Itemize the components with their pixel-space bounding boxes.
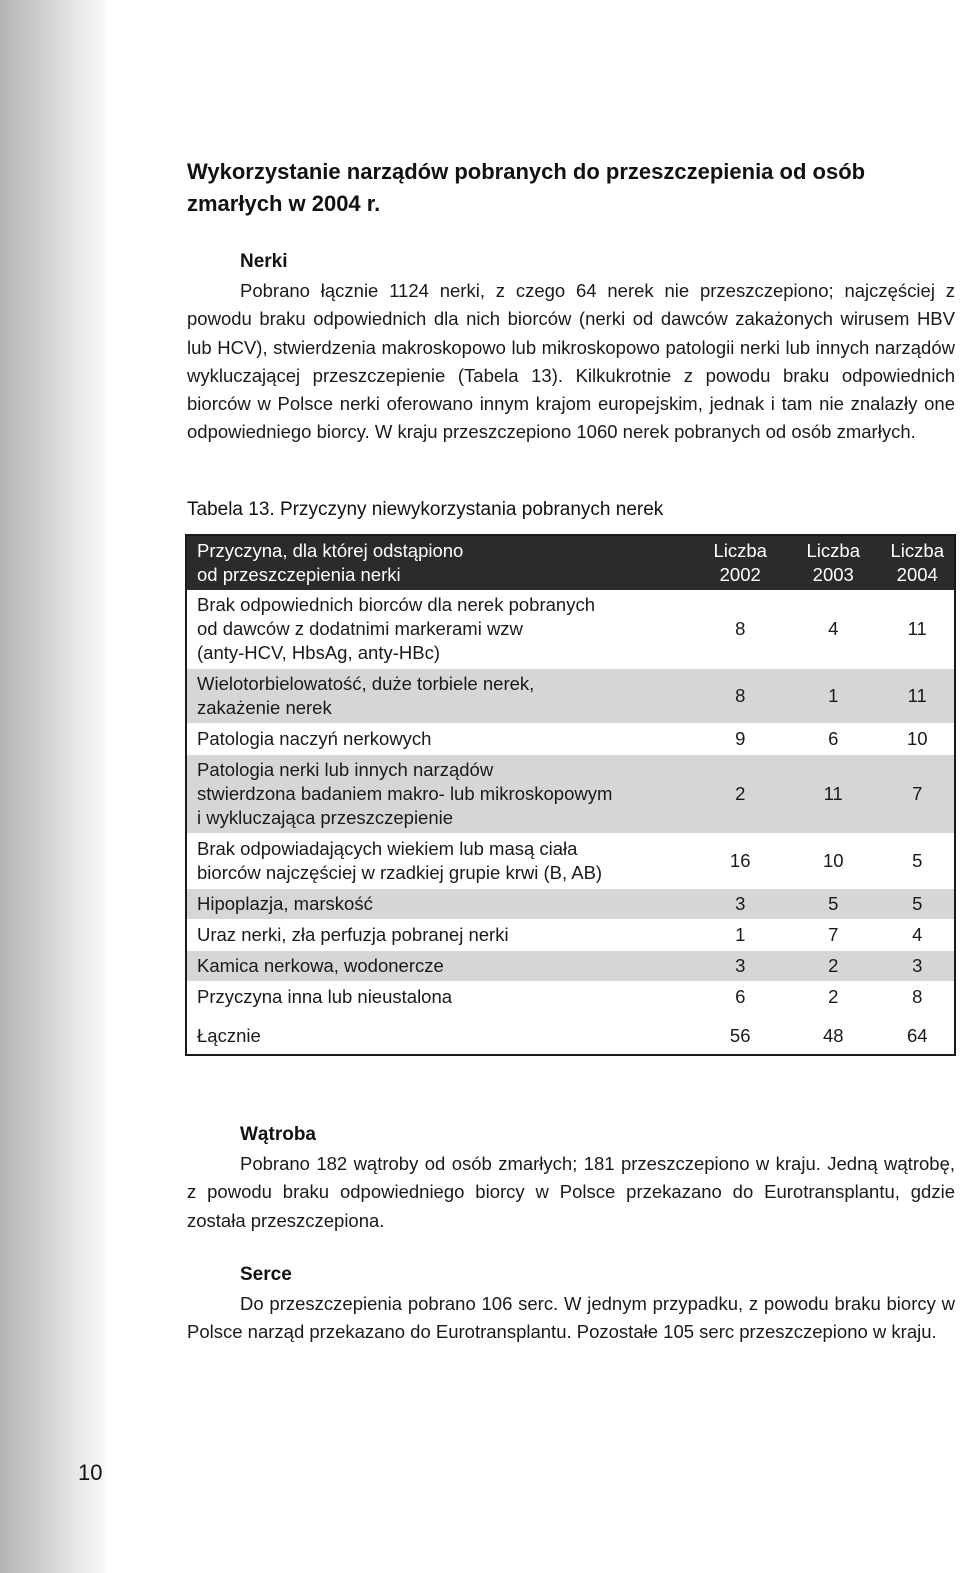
value-2003: 5: [786, 889, 881, 920]
page-title: Wykorzystanie narządów pobranych do przeszczepienia od osób zmarłych w 2004 r.: [187, 159, 866, 216]
value-2004: 10: [881, 724, 956, 755]
page-number: 10: [78, 1460, 103, 1485]
page-margin-band: [0, 0, 105, 1573]
table-row: [186, 590, 955, 669]
value-2004: 11: [881, 590, 956, 669]
value-2004: 8: [881, 982, 956, 1013]
value-2003: 2: [786, 982, 881, 1013]
reason-line: Brak odpowiadających wiekiem lub masą ciała: [197, 838, 578, 859]
value-2004: 5: [881, 834, 956, 889]
reason-line: Wielotorbielowatość, duże torbiele nerek,: [197, 673, 535, 694]
value-2003: 4: [786, 590, 881, 669]
reason-line: Uraz nerki, zła perfuzja pobranej nerki: [197, 924, 509, 945]
table-total-row: [186, 1020, 955, 1056]
reason-line: Brak odpowiednich biorców dla nerek pobranych: [197, 594, 595, 615]
liver-paragraph: Pobrano 182 wątroby od osób zmarłych; 181 przeszczepiono w kraju. Jedną wątrobę, z powodu braku odpowiedniego biorcy w Polsce przekazano do Eurotransplantu, gdzie została przeszczepiona.: [187, 1153, 955, 1231]
reason-cell: [186, 590, 694, 669]
value-2004: 4: [881, 920, 956, 951]
header-2003-year: 2003: [812, 564, 854, 585]
value-2003: 7: [786, 920, 881, 951]
table-spacer: [186, 1013, 955, 1020]
spacer-cell: [186, 1013, 955, 1020]
reason-line: Patologia naczyń nerkowych: [197, 728, 432, 749]
total-2004: 64: [881, 1020, 956, 1056]
value-2004: 7: [881, 755, 956, 834]
value-2003: 2: [786, 951, 881, 982]
reason-cell: [186, 669, 694, 724]
value-2002: 2: [694, 755, 786, 834]
header-reason-line: od przeszczepienia nerki: [197, 564, 401, 585]
value-2002: 3: [694, 951, 786, 982]
table-caption: Tabela 13. Przyczyny niewykorzystania pobranych nerek: [187, 499, 664, 520]
header-2002-year: 2002: [719, 564, 761, 585]
total-2003: 48: [786, 1020, 881, 1056]
value-2002: 3: [694, 889, 786, 920]
header-2002-label: Liczba: [713, 540, 767, 561]
reason-cell: [186, 982, 694, 1013]
reason-line: zakażenie nerek: [197, 697, 332, 718]
reason-line: (anty-HCV, HbsAg, anty-HBc): [197, 642, 440, 663]
reason-cell: [186, 951, 694, 982]
table-row: [186, 724, 955, 755]
table-row: [186, 889, 955, 920]
value-2002: 16: [694, 834, 786, 889]
reason-cell: [186, 755, 694, 834]
reason-line: Przyczyna inna lub nieustalona: [197, 986, 453, 1007]
heart-paragraph: Do przeszczepienia pobrano 106 serc. W jednym przypadku, z powodu braku biorcy w Polsce narząd przekazano do Eurotransplantu. Pozostałe 105 serc przeszczepiono w kraju.: [187, 1293, 955, 1343]
reason-cell: [186, 920, 694, 951]
table-row: [186, 669, 955, 724]
section-heading-kidneys: Nerki: [240, 251, 288, 272]
reason-cell: [186, 889, 694, 920]
table-row: [186, 834, 955, 889]
value-2003: 6: [786, 724, 881, 755]
value-2004: 5: [881, 889, 956, 920]
value-2002: 9: [694, 724, 786, 755]
reason-line: Patologia nerki lub innych narządów: [197, 759, 494, 780]
header-reason-line: Przyczyna, dla której odstąpiono: [197, 540, 464, 561]
header-2004: [881, 535, 956, 590]
reason-cell: [186, 724, 694, 755]
reason-line: od dawców z dodatnimi markerami wzw: [197, 618, 523, 639]
total-2002: 56: [694, 1020, 786, 1056]
value-2003: 10: [786, 834, 881, 889]
kidneys-paragraph: Pobrano łącznie 1124 nerki, z czego 64 nerek nie przeszczepiono; najczęściej z powodu braku odpowiednich dla nich biorców (nerki od dawców zakażonych wirusem HBV lub HCV), stwierdzenia makroskopowo lub mikroskopowo patologii nerki lub innych narządów wykluczającej przeszczepienie (Tabela 13). Kilkukrotnie z powodu braku odpowiednich biorców w Polsce nerki oferowano innym krajom europejskim, jednak i tam nie znalazły one odpowiedniego biorcy. W kraju przeszczepiono 1060 nerek pobranych od osób zmarłych.: [187, 280, 955, 443]
value-2002: 8: [694, 669, 786, 724]
value-2002: 8: [694, 590, 786, 669]
table-row: [186, 951, 955, 982]
header-2004-year: 2004: [896, 564, 938, 585]
header-2002: [694, 535, 786, 590]
reason-line: biorców najczęściej w rzadkiej grupie krwi (B, AB): [197, 862, 603, 883]
value-2004: 3: [881, 951, 956, 982]
reason-line: Kamica nerkowa, wodonercze: [197, 955, 444, 976]
value-2002: 6: [694, 982, 786, 1013]
table-row: [186, 982, 955, 1013]
header-reason: [186, 535, 694, 590]
reason-cell: [186, 834, 694, 889]
reason-line: Hipoplazja, marskość: [197, 893, 373, 914]
reason-line: i wykluczająca przeszczepienie: [197, 807, 454, 828]
value-2003: 11: [786, 755, 881, 834]
table-header-row: [186, 535, 955, 590]
section-heading-heart: Serce: [240, 1264, 292, 1285]
header-2003: [786, 535, 881, 590]
total-label: Łącznie: [186, 1020, 694, 1056]
value-2004: 11: [881, 669, 956, 724]
header-2003-label: Liczba: [806, 540, 860, 561]
value-2003: 1: [786, 669, 881, 724]
value-2002: 1: [694, 920, 786, 951]
table-row: [186, 920, 955, 951]
reason-line: stwierdzona badaniem makro- lub mikroskopowym: [197, 783, 613, 804]
table-row: [186, 755, 955, 834]
reasons-table: [185, 534, 956, 1056]
section-heading-liver: Wątroba: [240, 1124, 316, 1145]
header-2004-label: Liczba: [890, 540, 944, 561]
